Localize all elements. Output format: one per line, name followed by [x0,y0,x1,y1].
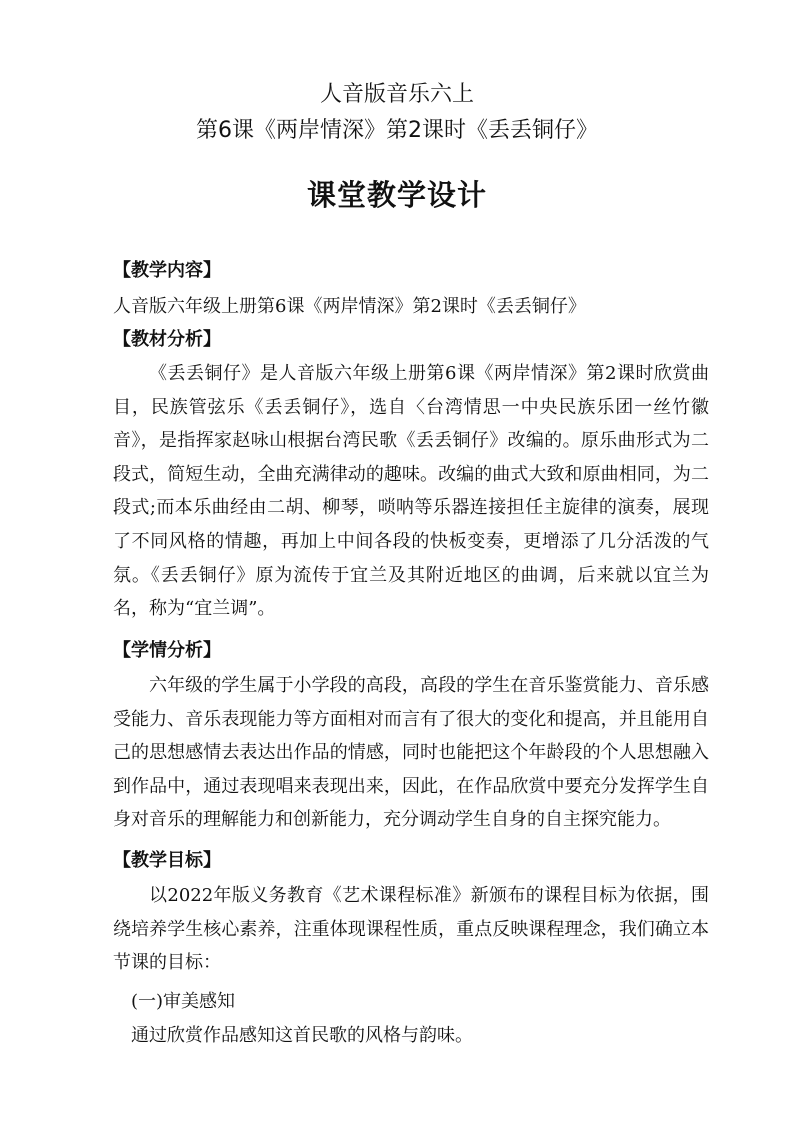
page-title: 课堂教学设计 [306,178,487,212]
goals-sub-heading: (一)审美感知 [131,991,236,1012]
section-heading-students: 【学情分析】 [113,640,221,661]
students-text: 六年级的学生属于小学段的高段，高段的学生在音乐鉴赏能力、音乐感受能力、音乐表现能力等方面相对而言有了很大的变化和提高，并且能用自己的思想感情去表达出作品的情感，同时也能把这个年龄段的个人思想融入到作品中，通过表现唱来表现出来，因此，在作品欣赏中要充分发挥学生自身对音乐的理解能力和创新能力，充分调动学生自身的自主探究能力。 [113,675,709,831]
goals-sub-text: 通过欣赏作品感知这首民歌的风格与韵味。 [131,1025,473,1046]
section-heading-material: 【教材分析】 [113,329,221,350]
header-line-1: 人音版音乐六上 [319,82,474,107]
section-heading-content: 【教学内容】 [113,260,221,281]
content-text: 人音版六年级上册第6课《两岸情深》第2课时《丢丢铜仔》 [113,296,586,317]
section-heading-goals: 【教学目标】 [113,850,221,871]
material-text: 《丢丢铜仔》是人音版六年级上册第6课《两岸情深》第2课时欣赏曲目，民族管弦乐《丢丢铜仔》，选自〈台湾情思一中央民族乐团一丝竹徽音》，是指挥家赵咏山根据台湾民歌《丢丢铜仔》改编的。原乐曲形式为二段式，简短生动，全曲充满律动的趣味。改编的曲式大致和原曲相同，为二段式;而本乐曲经由二胡、柳琴，唢呐等乐器连接担任主旋律的演奏，展现了不同风格的情趣，再加上中间各段的快板变奏，更增添了几分活泼的气氛。《丢丢铜仔》原为流传于宜兰及其附近地区的曲调，后来就以宜兰为名，称为“宜兰调”。 [113,363,709,620]
header-line-2: 第6课《两岸情深》第2课时《丢丢铜仔》 [196,118,598,143]
goals-text: 以2022年版义务教育《艺术课程标准》新颁布的课程目标为依据，围绕培养学生核心素养，注重体现课程性质，重点反映课程理念，我们确立本节课的目标： [113,885,709,974]
